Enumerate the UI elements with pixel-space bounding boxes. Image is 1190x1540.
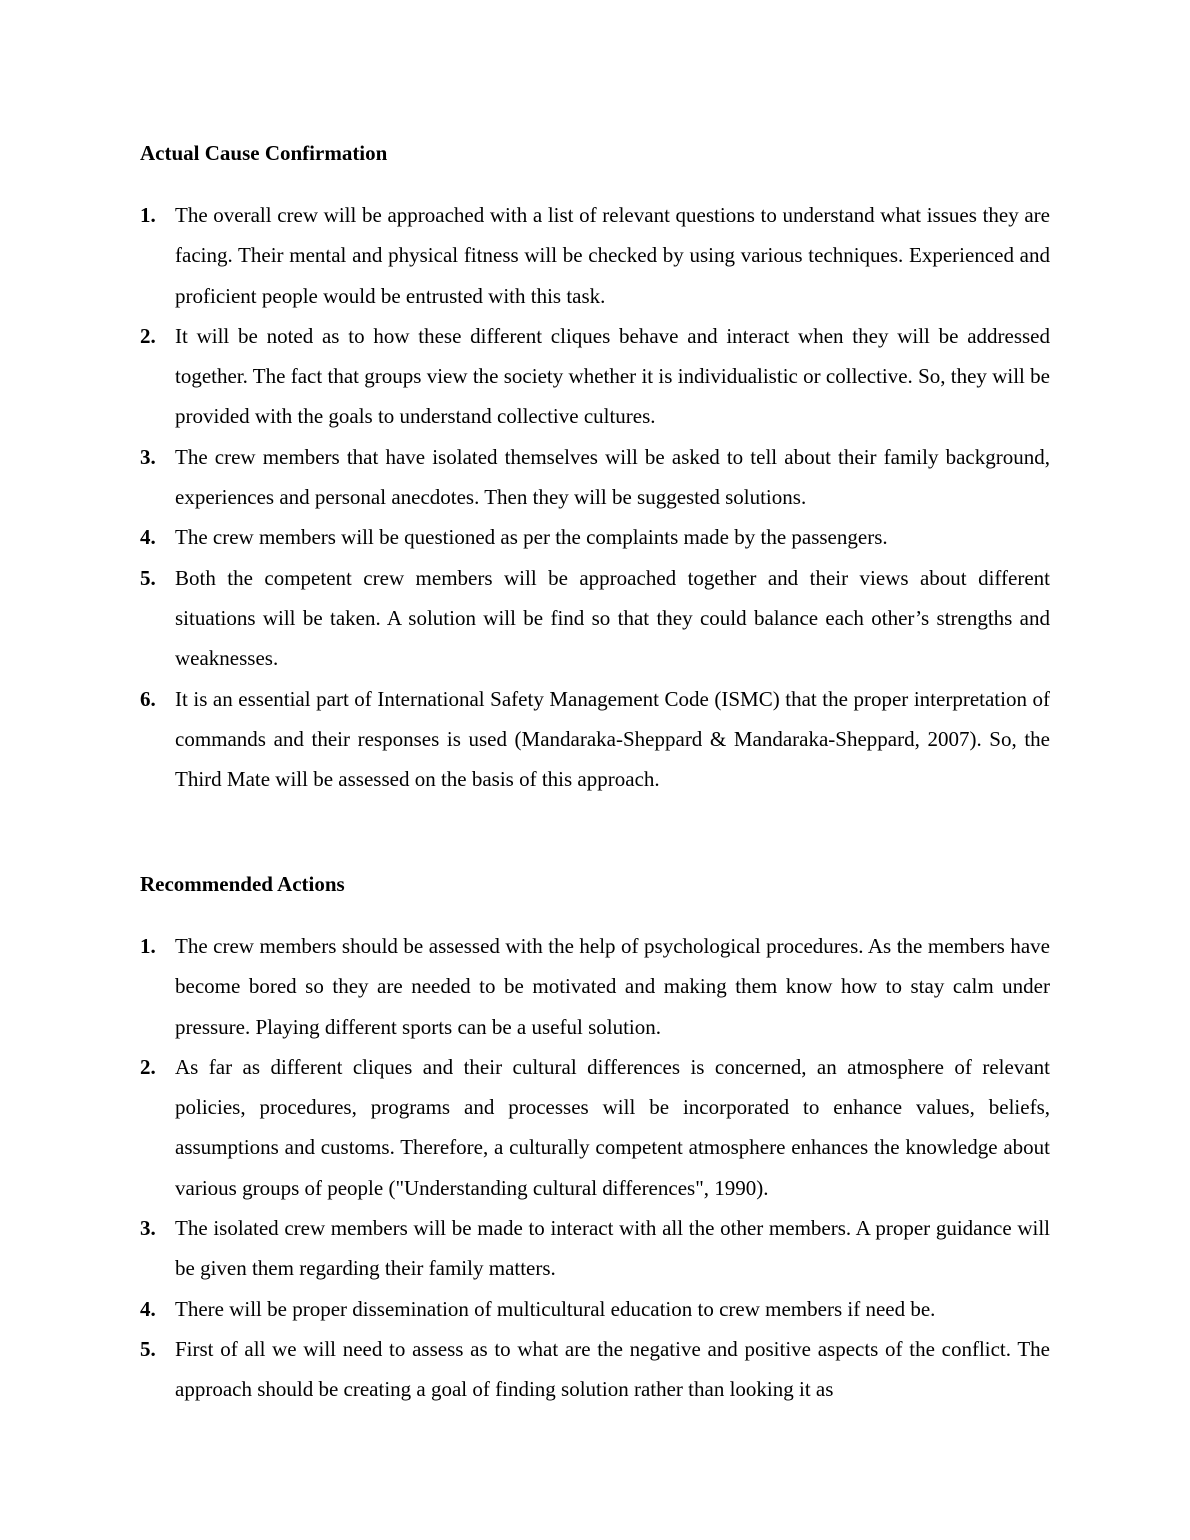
- list-number: 5.: [140, 565, 156, 590]
- list-item-text: First of all we will need to assess as to what are the negative and positive aspects of the conflict. The approach should be creating a goal of finding solution rather than looking it as: [175, 1336, 1050, 1402]
- list-item-text: The crew members should be assessed with the help of psychological procedures. As the members have become bored so they are needed to be motivated and making them know how to stay calm under pressure. Playing different sports can be a useful solution.: [175, 934, 1050, 1039]
- section-heading: Actual Cause Confirmation: [140, 141, 388, 165]
- list-item: [140, 1329, 1050, 1410]
- list-item-text: As far as different cliques and their cultural differences is concerned, an atmosphere of relevant policies, procedures, programs and processes will be incorporated to enhance values, beliefs, assumptions and customs. Therefore, a culturally competent atmosphere enhances the knowledge about various groups of people ("Understanding cultural differences", 1990).: [175, 1054, 1050, 1200]
- list-item: [140, 316, 1050, 437]
- list-number: 6.: [140, 686, 156, 711]
- list-item: [140, 1208, 1050, 1289]
- list-number: 2.: [140, 323, 156, 348]
- list-item-text: It is an essential part of International Safety Management Code (ISMC) that the proper interpretation of commands and their responses is used (Mandaraka-Sheppard & Mandaraka-Sheppard, 2007). So, the Third Mate will be assessed on the basis of this approach.: [175, 686, 1050, 792]
- list-number: 3.: [140, 1216, 156, 1241]
- list-number: 1.: [140, 203, 156, 227]
- list-item-text: The isolated crew members will be made to interact with all the other members. A proper guidance will be given them regarding their family matters.: [175, 1216, 1050, 1281]
- list-item: [140, 1289, 1050, 1329]
- list-item: [140, 195, 1050, 316]
- list-item: [140, 558, 1050, 679]
- numbered-list: [140, 195, 1050, 799]
- list-item-text: The crew members that have isolated themselves will be asked to tell about their family background, experiences and personal anecdotes. Then they will be suggested solutions.: [175, 444, 1050, 510]
- list-item: [140, 437, 1050, 518]
- list-number: 2.: [140, 1054, 156, 1079]
- list-item-text: The overall crew will be approached with a list of relevant questions to understand what issues they are facing. Their mental and physical fitness will be checked by using various techniques. Experienced and proficient people would be entrusted with this task.: [175, 203, 1050, 308]
- list-item-text: There will be proper dissemination of multicultural education to crew members if need be.: [175, 1296, 936, 1321]
- list-item: [140, 679, 1050, 800]
- list-number: 4.: [140, 1296, 156, 1321]
- list-item-text: Both the competent crew members will be approached together and their views about different situations will be taken. A solution will be find so that they could balance each other’s strengths and weaknesses.: [175, 565, 1050, 671]
- section-heading: Recommended Actions: [140, 872, 345, 896]
- section-recommended-actions: [140, 871, 1050, 1410]
- list-number: 3.: [140, 444, 156, 469]
- list-item: [140, 517, 1050, 557]
- numbered-list: [140, 926, 1050, 1410]
- section-actual-cause-confirmation: [140, 140, 1050, 799]
- list-item: [140, 926, 1050, 1047]
- list-number: 4.: [140, 525, 156, 550]
- list-item-text: The crew members will be questioned as per the complaints made by the passengers.: [175, 525, 888, 550]
- list-item-text: It will be noted as to how these different cliques behave and interact when they will be addressed together. The fact that groups view the society whether it is individualistic or collective. So, they will be provided with the goals to understand collective cultures.: [175, 323, 1050, 429]
- list-number: 5.: [140, 1336, 156, 1361]
- list-item: [140, 1047, 1050, 1208]
- list-number: 1.: [140, 934, 156, 958]
